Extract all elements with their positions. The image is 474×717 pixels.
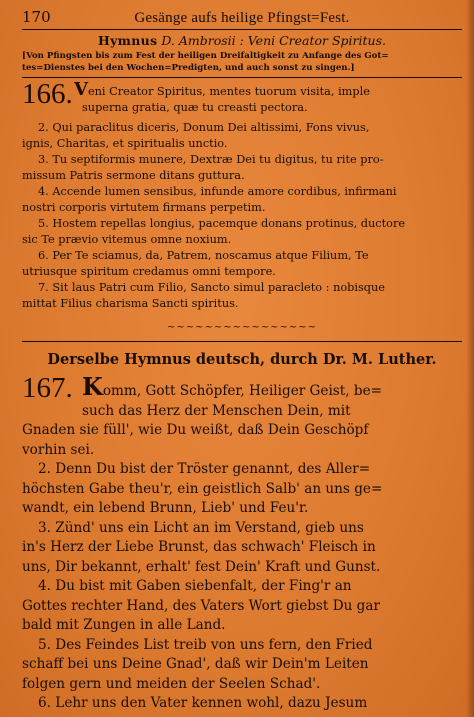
- latin-line: mittat Filius charisma Sancti spiritus.: [22, 297, 239, 310]
- latin-line: 7. Sit laus Patri cum Filio, Sancto simul paracleto : nobisque: [38, 281, 385, 294]
- rubric-line: tes=Dienstes bei den Wochen=Predigten, und auch sonst zu singen.]: [22, 62, 355, 73]
- latin-line: missum Patris sermone ditans guttura.: [22, 169, 245, 182]
- german-line: in's Herz der Liebe Brunst, das schwach' Fleisch in: [22, 539, 376, 555]
- german-hymn-title: Derselbe Hymnus deutsch, durch Dr. M. Luther.: [47, 351, 437, 368]
- german-line: 5. Des Feindes List treib von uns fern, den Fried: [38, 636, 373, 653]
- drop-letter: V: [74, 82, 88, 100]
- running-head: Gesänge aufs heilige Pfingst=Fest.: [134, 10, 350, 26]
- latin-line: 3. Tu septiformis munere, Dextræ Dei tu digitus, tu rite pro-: [38, 153, 384, 166]
- latin-line: utriusque spiritum credamus omni tempore.: [22, 265, 276, 278]
- latin-line: 2. Qui paraclitus diceris, Donum Dei altissimi, Fons vivus,: [38, 121, 370, 134]
- german-stanzas: [22, 421, 462, 714]
- german-line: höchsten Gabe theu'r, ein geistlich Salb' an uns ge=: [22, 480, 383, 497]
- hymn-title-rest: D. Ambrosii : Veni Creator Spiritus.: [161, 33, 386, 48]
- german-line: folgen gern und meiden der Seelen Schad'.: [22, 675, 321, 692]
- latin-line: 6. Per Te sciamus, da, Patrem, noscamus atque Filium, Te: [38, 249, 369, 262]
- drop-letter: K: [82, 377, 103, 401]
- hymn-title-word: Hymnus: [98, 33, 158, 48]
- german-line: 4. Du bist mit Gaben siebenfalt, der Fing'r an: [38, 578, 352, 594]
- german-line: Gnaden sie füll', wie Du weißt, daß Dein Geschöpf: [22, 422, 369, 438]
- german-line: schaff bei uns Deine Gnad', daß wir Dein'm Leiten: [22, 656, 369, 672]
- german-line: such das Herz der Menschen Dein, mit: [82, 402, 351, 419]
- latin-line: 5. Hostem repellas longius, pacemque donans protinus, ductore: [38, 217, 406, 230]
- latin-line-text: eni Creator Spiritus, mentes tuorum visita, imple: [87, 85, 370, 98]
- latin-hymn-text: [22, 78, 462, 312]
- german-line-text: omm, Gott Schöpfer, Heiliger Geist, be=: [102, 383, 383, 399]
- section-rule: [22, 341, 462, 342]
- latin-line: nostri corporis virtutem firmans perpetim.: [22, 201, 266, 214]
- latin-line: ignis, Charitas, et spiritualis unctio.: [22, 137, 228, 150]
- ornament-divider: ~~~~~~~~~~~~~~~~: [166, 322, 318, 333]
- page-edge-shadow: [466, 0, 474, 717]
- german-line: 3. Zünd' uns ein Licht an im Verstand, gieb uns: [38, 519, 364, 536]
- rubric-line: [Von Pfingsten bis zum Fest der heiligen Dreifaltigkeit zu Anfange des Got=: [22, 51, 389, 61]
- rubric: [22, 51, 462, 78]
- latin-first-stanza: [22, 78, 462, 120]
- latin-stanzas: [22, 120, 462, 312]
- german-line: uns, Dir bekannt, erhalt' fest Dein' Kraft und Gunst.: [22, 558, 381, 575]
- german-line: wandt, ein lebend Brunn, Lieb' und Feu'r.: [22, 500, 309, 516]
- page-number: 170: [22, 8, 51, 26]
- german-line: vorhin sei.: [22, 441, 95, 458]
- german-line: 2. Denn Du bist der Tröster genannt, des Aller=: [38, 461, 371, 477]
- german-line: bald mit Zungen in alle Land.: [22, 617, 226, 633]
- hymn-number: 167.: [22, 372, 73, 404]
- latin-line: [74, 82, 462, 100]
- latin-line: sic Te prævio vitemus omne noxium.: [22, 233, 232, 246]
- german-first-stanza: [22, 372, 462, 421]
- latin-hymn-title: [22, 33, 462, 49]
- page-header: [22, 6, 462, 30]
- latin-line: 4. Accende lumen sensibus, infunde amore cordibus, infirmani: [38, 185, 397, 198]
- latin-line: superna gratia, quæ tu creasti pectora.: [82, 101, 308, 114]
- german-line: 6. Lehr uns den Vater kennen wohl, dazu Jesum: [38, 695, 368, 711]
- hymn-number: 166.: [22, 78, 73, 110]
- german-line: Gottes rechter Hand, des Vaters Wort giebst Du gar: [22, 597, 380, 614]
- german-line: [22, 377, 462, 402]
